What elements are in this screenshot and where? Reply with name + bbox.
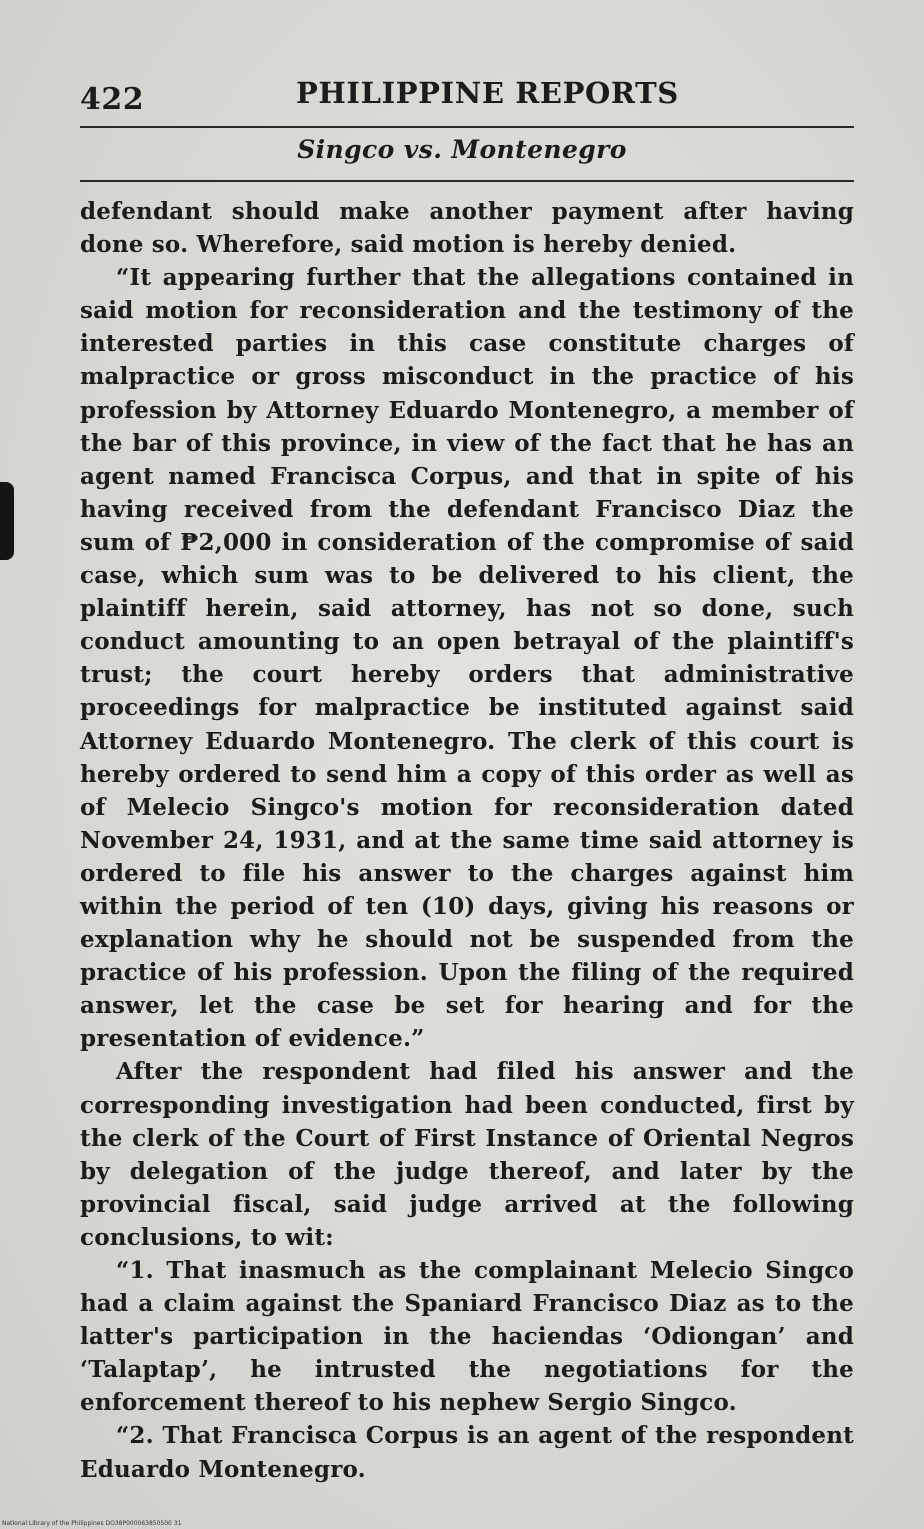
header-rule-bottom	[80, 180, 854, 182]
footer-credit: National Library of the Philippines DO38P000063850500 31	[2, 1520, 182, 1527]
body-text	[80, 195, 854, 1486]
paragraph-conclusion-2: “2. That Francisca Corpus is an agent of the respondent Eduardo Montenegro.	[80, 1422, 854, 1483]
running-title: PHILIPPINE REPORTS	[296, 76, 679, 110]
paragraph-conclusion-1: “1. That inasmuch as the complainant Melecio Singco had a claim against the Spaniard Francisco Diaz as to the latter's participation in the haciendas ‘Odiongan’ and ‘Talaptap’, he intrusted the negotiations for the enforcement thereof to his nephew Sergio Singco.	[80, 1257, 854, 1417]
binding-shadow	[0, 482, 14, 560]
case-title: Singco vs. Montenegro	[297, 135, 627, 164]
paragraph-investigation: After the respondent had filed his answer and the corresponding investigation had been conducted, first by the clerk of the Court of First Instance of Oriental Negros by delegation of the judge thereof, and later by the provincial fiscal, said judge arrived at the following conclusions, to wit:	[80, 1058, 854, 1251]
header-rule-top	[80, 126, 854, 128]
paragraph-continuation: defendant should make another payment after having done so. Wherefore, said motion is hereby denied.	[80, 198, 854, 259]
page-number: 422	[80, 82, 145, 117]
paragraph-court-order: “It appearing further that the allegations contained in said motion for reconsideration and the testimony of the interested parties in this case constitute charges of malpractice or gross misconduct in the practice of his profession by Attorney Eduardo Montenegro, a member of the bar of this province, in view of the fact that he has an agent named Francisca Corpus, and that in spite of his having received from the defendant Francisco Diaz the sum of ₱2,000 in consideration of the compromise of said case, which sum was to be delivered to his client, the plaintiff herein, said attorney, has not so done, such conduct amounting to an open betrayal of the plaintiff's trust; the court hereby orders that administrative proceedings for malpractice be instituted against said Attorney Eduardo Montenegro. The clerk of this court is hereby ordered to send him a copy of this order as well as of Melecio Singco's motion for reconsideration dated November 24, 1931, and at the same time said attorney is ordered to file his answer to the charges against him within the period of ten (10) days, giving his reasons or explanation why he should not be suspended from the practice of his profession. Upon the filing of the required answer, let the case be set for hearing and for the presentation of evidence.”	[80, 264, 854, 1053]
